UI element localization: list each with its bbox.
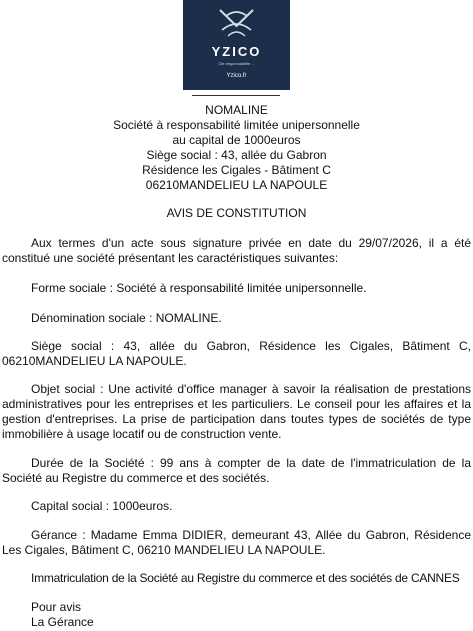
address-line-3: 06210MANDELIEU LA NAPOULE (145, 178, 328, 192)
address-line-1: Siège social : 43, allée du Gabron (146, 148, 327, 162)
company-name: NOMALINE (205, 103, 268, 117)
address-line-2: Résidence les Cigales - Bâtiment C (142, 163, 331, 177)
header-divider (192, 95, 280, 96)
legal-form: Société à responsabilité limitée unipersonnelle (113, 118, 360, 132)
signature-block (31, 600, 94, 630)
forme-paragraph: Forme sociale : Société à responsabilité limitée unipersonnelle. (31, 281, 367, 295)
lotus-emblem-icon (216, 6, 257, 40)
notice-title: AVIS DE CONSTITUTION (166, 206, 307, 220)
intro-paragraph: Aux termes d'un acte sous signature privée en date du 29/07/2026, il a été constitué une société présentant les caractéristiques suivantes: (2, 236, 471, 265)
logo-brand-name: YZICO (211, 44, 262, 59)
share-capital: au capital de 1000euros (172, 133, 301, 147)
immatriculation-paragraph: Immatriculation de la Société au Registre du commerce et des sociétés de CANNES (31, 571, 460, 585)
duree-paragraph: Durée de la Société : 99 ans à compter de la date de l'immatriculation de la Société au Registre du commerce et des sociétés. (2, 456, 471, 485)
company-header (0, 103, 473, 193)
capital-paragraph: Capital social : 1000euros. (31, 499, 173, 513)
signature-line-2: La Gérance (31, 615, 94, 629)
logo-tagline: Cle responsabilite ... (218, 61, 255, 66)
gerance-paragraph: Gérance : Madame Emma DIDIER, demeurant 43, Allée du Gabron, Résidence Les Cigales, Bâtiment C, 06210 MANDELIEU LA NAPOULE. (2, 528, 471, 557)
logo-url: Yzico.fr (226, 73, 247, 79)
objet-paragraph: Objet social : Une activité d'office manager à savoir la réalisation de prestations administratives pour les entreprises et les particuliers. Le conseil pour les affaires et la gestion d'entreprises. La prise de participation dans toutes types de sociétés de type immobilière à usage locatif ou de construction vente. (2, 382, 471, 441)
siege-paragraph: Siège social : 43, allée du Gabron, Résidence les Cigales, Bâtiment C, 06210MANDELIEU LA NAPOULE. (2, 339, 471, 368)
denomination-paragraph: Dénomination sociale : NOMALINE. (31, 311, 222, 325)
yzico-logo (183, 0, 290, 90)
signature-line-1: Pour avis (31, 600, 82, 614)
